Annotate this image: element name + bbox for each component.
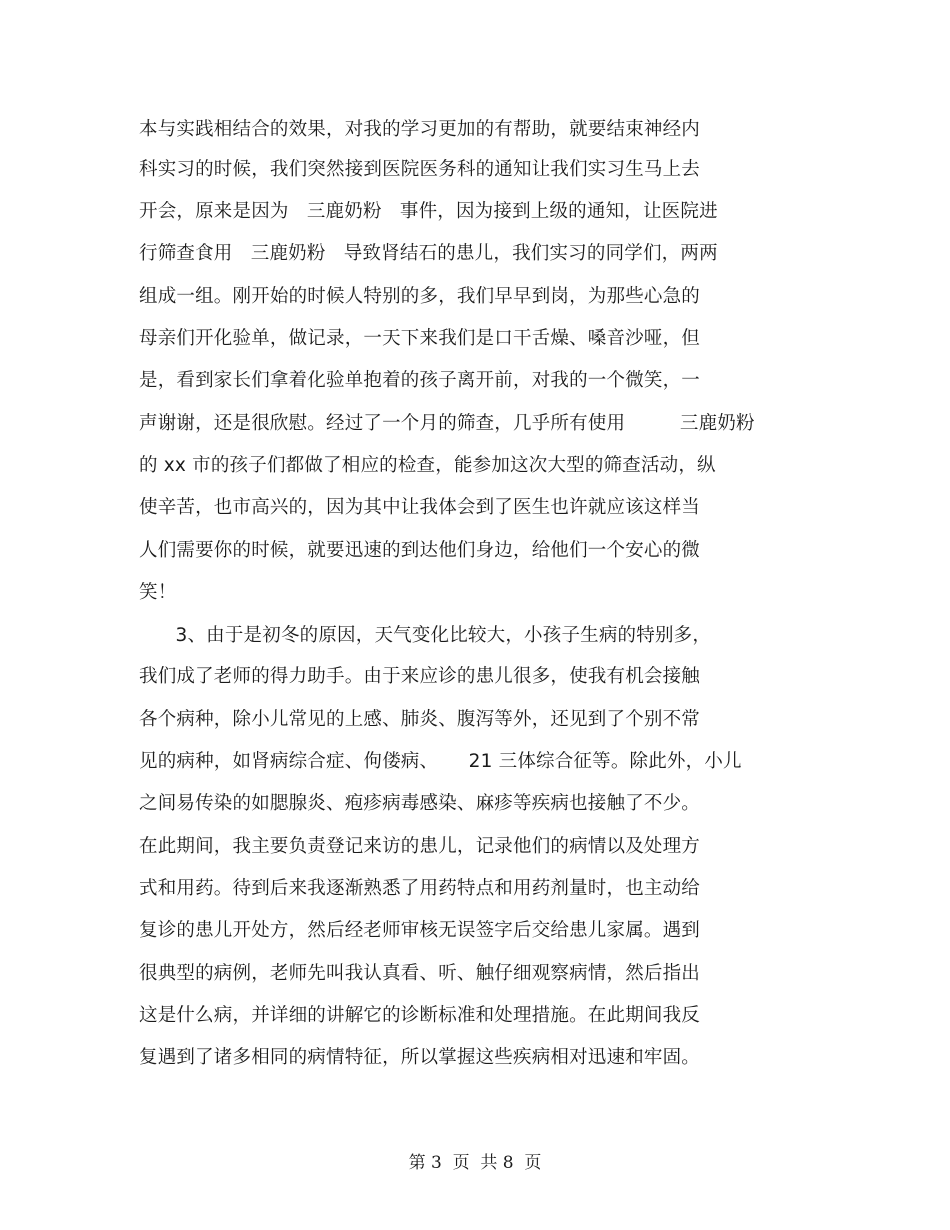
text-line: 见的病种，如肾病综合症、佝偻病、 21 三体综合征等。除此外，小儿 (139, 751, 742, 772)
text-line: 使辛苦，也市高兴的，因为其中让我体会到了医生也许就应该这样当 (139, 497, 701, 518)
text-line: 之间易传染的如腮腺炎、疱疹病毒感染、麻疹等疾病也接触了不少。 (139, 793, 701, 814)
text-line: 复遇到了诸多相同的病情特征，所以掌握这些疾病相对迅速和牢固。 (139, 1047, 701, 1068)
text-line: 声谢谢，还是很欣慰。经过了一个月的筛查，几乎所有使用 三鹿奶粉 (139, 413, 755, 434)
text-line: 本与实践相结合的效果，对我的学习更加的有帮助，就要结束神经内 (139, 119, 701, 140)
text-line: 我们成了老师的得力助手。由于来应诊的患儿很多，使我有机会接触 (139, 666, 701, 687)
text-line: 母亲们开化验单，做记录，一天下来我们是口干舌燥、嗓音沙哑，但 (139, 328, 701, 349)
text-line: 行筛查食用 三鹿奶粉 导致肾结石的患儿，我们实习的同学们，两两 (139, 243, 718, 264)
text-line: 人们需要你的时候，就要迅速的到达他们身边，给他们一个安心的微 (139, 540, 701, 561)
text-line: 科实习的时候，我们突然接到医院医务科的通知让我们实习生马上去 (139, 159, 701, 180)
text-line: 3、由于是初冬的原因，天气变化比较大，小孩子生病的特别多， (139, 625, 712, 646)
text-line: 在此期间，我主要负责登记来访的患儿，记录他们的病情以及处理方 (139, 836, 701, 857)
text-line: 这是什么病，并详细的讲解它的诊断标准和处理措施。在此期间我反 (139, 1005, 701, 1026)
text-line: 笑！ (139, 582, 177, 603)
text-line: 各个病种，除小儿常见的上感、肺炎、腹泻等外，还见到了个别不常 (139, 709, 701, 730)
text-line: 复诊的患儿开处方，然后经老师审核无误签字后交给患儿家属。遇到 (139, 920, 701, 941)
page-number-footer: 第 3 页 共 8 页 (408, 1153, 542, 1173)
text-line: 组成一组。刚开始的时候人特别的多，我们早早到岗，为那些心急的 (139, 286, 701, 307)
text-line: 是，看到家长们拿着化验单抱着的孩子离开前，对我的一个微笑，一 (139, 370, 701, 391)
text-line: 的 xx 市的孩子们都做了相应的检查，能参加这次大型的筛查活动，纵 (139, 455, 716, 476)
text-line: 开会，原来是因为 三鹿奶粉 事件，因为接到上级的通知，让医院进 (139, 201, 718, 222)
text-line: 式和用药。待到后来我逐渐熟悉了用药特点和用药剂量时，也主动给 (139, 878, 701, 899)
text-line: 很典型的病例，老师先叫我认真看、听、触仔细观察病情，然后指出 (139, 963, 701, 984)
